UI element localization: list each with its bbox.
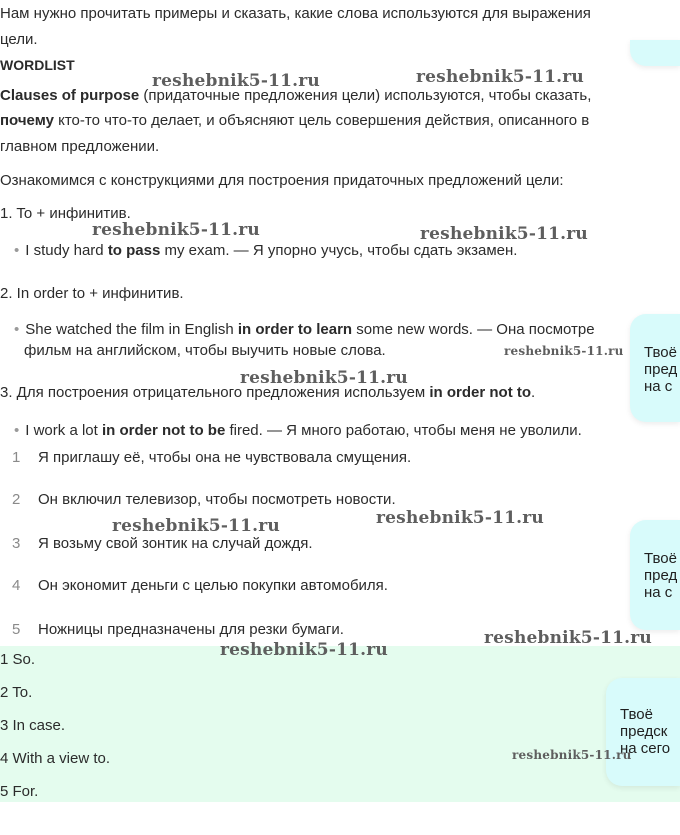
rule-3-heading-b: .	[531, 384, 536, 401]
bubble-line: на сего	[620, 740, 671, 757]
task-number: 4	[12, 577, 21, 594]
rule-2-example-line-2: фильм на английском, чтобы выучить новые слова.	[24, 342, 386, 359]
intro-line-2: цели.	[0, 31, 38, 48]
intro-line-1: Нам нужно прочитать примеры и сказать, какие слова используются для выражения	[0, 5, 591, 22]
task-number: 5	[12, 621, 21, 638]
bubble-line: Твоё	[620, 706, 653, 723]
task-text: Ножницы предназначены для резки бумаги.	[38, 621, 344, 638]
chat-bubble-top[interactable]	[630, 40, 680, 66]
rule-2-example-a: She watched the film in English	[25, 321, 238, 338]
watermark: reshebnik5-11.ru	[484, 628, 652, 648]
bullet-icon: •	[14, 422, 20, 439]
answers-panel	[0, 646, 680, 802]
wordlist-title: WORDLIST	[0, 57, 75, 73]
task-item	[0, 577, 388, 594]
watermark: reshebnik5-11.ru	[420, 224, 588, 244]
chat-bubble[interactable]	[630, 314, 680, 422]
watermark: reshebnik5-11.ru	[504, 344, 624, 358]
rule-1-heading: 1. To + инфинитив.	[0, 205, 131, 222]
answer-item: 2 To.	[0, 684, 33, 701]
task-number: 1	[12, 449, 21, 466]
rule-2-example-b: some new words. — Она посмотре	[352, 321, 595, 338]
task-text: Он экономит деньги с целью покупки автомобиля.	[38, 577, 388, 594]
rule-3-example-bold: in order not to be	[101, 422, 226, 439]
task-number: 3	[12, 535, 21, 552]
rule-1-example	[14, 242, 517, 259]
rule-2-heading: 2. In order to + инфинитив.	[0, 285, 184, 302]
bubble-line: на с	[644, 378, 673, 395]
bullet-icon: •	[14, 242, 20, 259]
watermark: reshebnik5-11.ru	[240, 368, 408, 388]
purpose-why: почему	[0, 112, 54, 129]
chat-bubble[interactable]	[606, 678, 680, 786]
watermark: reshebnik5-11.ru	[92, 220, 260, 240]
constructions-intro: Ознакомимся с конструкциями для построения придаточных предложений цели:	[0, 172, 564, 189]
rule-3-example-b: fired. — Я много работаю, чтобы меня не уволили.	[225, 422, 582, 439]
watermark: reshebnik5-11.ru	[152, 71, 320, 91]
answer-item: 1 So.	[0, 651, 36, 668]
watermark: reshebnik5-11.ru	[112, 516, 280, 536]
rule-3-heading-a: 3. Для построения отрицательного предложения используем	[0, 384, 430, 401]
task-item	[0, 621, 344, 638]
task-text: Я возьму свой зонтик на случай дождя.	[38, 535, 313, 552]
rule-1-example-bold: to pass	[107, 242, 161, 259]
purpose-text-1: (придаточные предложения цели) используются, чтобы сказать,	[139, 87, 592, 104]
bullet-icon: •	[14, 321, 20, 338]
answer-item: 5 For.	[0, 783, 39, 800]
rule-3-example-a: I work a lot	[25, 422, 102, 439]
bubble-line: пред	[644, 567, 678, 584]
purpose-line-2	[0, 112, 589, 129]
task-text: Я приглашу её, чтобы она не чувствовала смущения.	[38, 449, 412, 466]
task-item	[0, 449, 411, 466]
rule-1-example-a: I study hard	[25, 242, 108, 259]
watermark: reshebnik5-11.ru	[220, 640, 388, 660]
watermark: reshebnik5-11.ru	[376, 508, 544, 528]
purpose-line-3: главном предложении.	[0, 138, 160, 155]
answer-item: 3 In case.	[0, 717, 66, 734]
purpose-text-2: кто-то что-то делает, и объясняют цель совершения действия, описанного в	[53, 112, 590, 129]
rule-3-example	[14, 422, 582, 439]
rule-3-heading-bold: in order not to	[429, 384, 532, 401]
task-number: 2	[12, 491, 21, 508]
task-item	[0, 491, 396, 508]
task-item	[0, 535, 313, 552]
watermark: reshebnik5-11.ru	[512, 748, 632, 762]
bubble-line: на с	[644, 584, 673, 601]
rule-2-example	[14, 321, 595, 338]
bubble-line: Твоё	[644, 344, 677, 361]
watermark: reshebnik5-11.ru	[416, 67, 584, 87]
bubble-line: предск	[620, 723, 668, 740]
bubble-line: пред	[644, 361, 678, 378]
bubble-line: Твоё	[644, 550, 677, 567]
task-text: Он включил телевизор, чтобы посмотреть новости.	[38, 491, 396, 508]
rule-2-example-bold: in order to learn	[237, 321, 353, 338]
rule-1-example-b: my exam. — Я упорно учусь, чтобы сдать экзамен.	[160, 242, 518, 259]
answer-item: 4 With a view to.	[0, 750, 111, 767]
purpose-term: Clauses of purpose	[0, 87, 140, 104]
chat-bubble[interactable]	[630, 520, 680, 630]
